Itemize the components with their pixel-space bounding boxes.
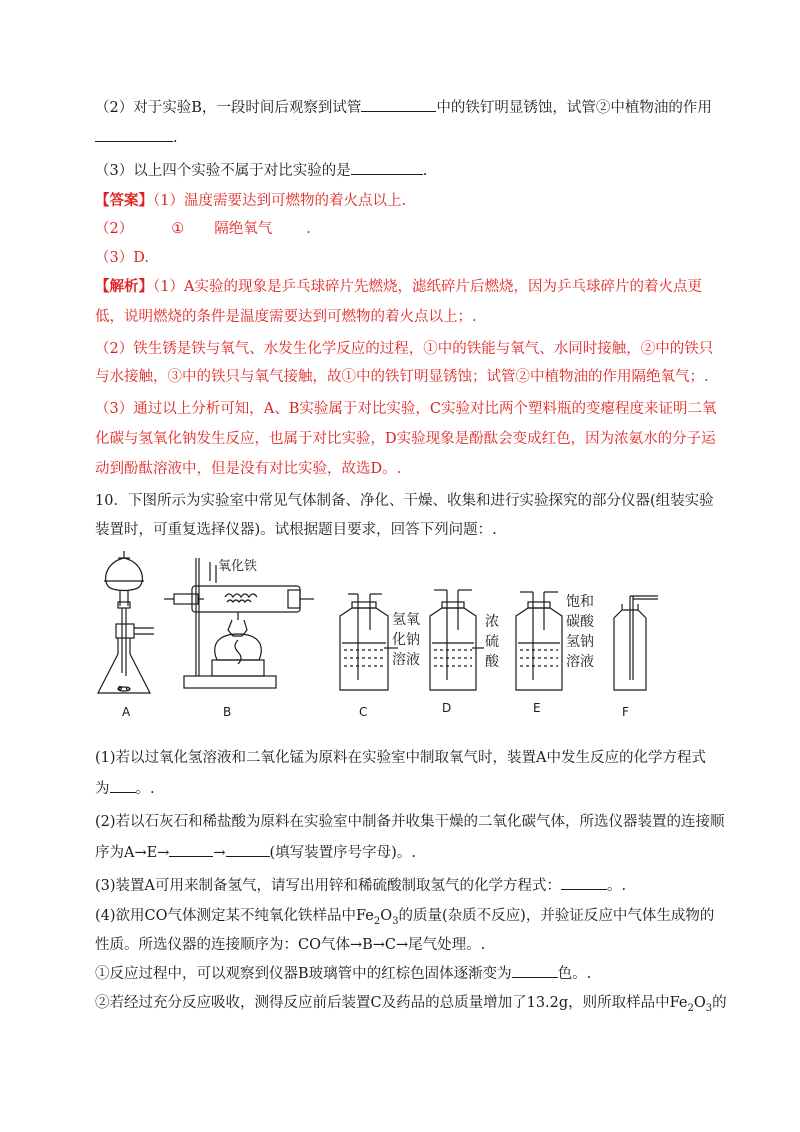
answer-blank [361,97,436,112]
subquestion-2-line-2 [95,842,715,863]
analysis-text-3: （2）铁生锈是铁与氧气、水发生化学反应的过程，①中的铁能与氧气、水同时接触，②中的铁只 [95,341,714,357]
answer-line-1 [95,191,715,211]
subscript: 3 [705,1002,713,1014]
analysis-text-4: 与水接触，③中的铁只与氧气接触，故①中的铁钉明显锈蚀；试管②中植物油的作用隔绝氧气；. [95,369,709,385]
e-solution-line-1: 饱和 [566,594,594,610]
analysis-line-1 [95,277,715,297]
sq4-text-4: 性质。所选仪器的连接顺序为：CO气体→B→C→尾气处理。. [95,937,486,953]
label-c: C [359,705,368,719]
apparatus-e [516,592,562,690]
apparatus-a [98,551,154,693]
sq1-text-2: 为 [95,781,110,797]
apparatus-f [614,596,658,690]
subquestion-4-line-1 [95,906,715,932]
answer-3: （3）D. [95,250,149,266]
sq1-text-1: (1)若以过氧化氢溶液和二氧化锰为原料在实验室中制取氧气时，装置A中发生反应的化学方程式 [95,750,707,766]
e-solution-line-2: 碳酸 [566,614,594,630]
c-solution-line-2: 化钠 [392,632,420,648]
analysis-line-3 [95,339,715,359]
answer-blank [351,160,423,175]
subquestion-4-line-4 [95,993,727,1019]
label-b: B [223,705,232,719]
answer-blank [95,127,173,142]
analysis-line-6 [95,429,715,449]
c-solution-line-3: 溶液 [392,652,420,668]
answer-tag: 【答案】 [95,192,153,209]
answer-2-value-2: 隔绝氧气 [214,221,273,237]
subscript: 2 [373,915,381,927]
apparatus-figure [92,548,712,723]
answer-blank [226,842,270,857]
d-solution-line-1: 浓 [485,614,499,630]
analysis-text-6: 化碳与氢氧化钠发生反应，也属于对比实验，D实验现象是酚酞会变成红色，因为浓氨水的分子运 [95,431,716,447]
question-2-line-2 [95,127,715,148]
answer-2-value-1: ① [171,221,185,237]
question-10-line-1 [95,491,715,511]
answer-blank [561,875,607,890]
e-solution-line-3: 氢钠 [566,634,594,650]
apparatus-c [340,594,398,690]
apparatus-d [430,590,484,690]
subquestion-2-line-1 [95,812,725,832]
question-3-line [95,160,715,181]
analysis-line-2 [95,307,715,327]
q10-text-2: 装置时，可重复选择仪器)。试根据题目要求，回答下列问题：. [95,522,497,538]
apparatus-drawing [92,548,712,723]
sq2-text-1: (2)若以石灰石和稀盐酸为原料在实验室中制备并收集干燥的二氧化碳气体，所选仪器装置的连接顺 [95,814,725,830]
label-d: D [442,701,452,715]
q2-text-1: （2）对于实验B，一段时间后观察到试管 [95,100,362,116]
sq4-text-7: ②若经过充分反应吸收，测得反应前后装置C及药品的总质量增加了13.2g，则所取样品中Fe [95,995,688,1011]
analysis-line-5 [95,399,715,419]
answer-blank [169,842,213,857]
question-2-line-1 [95,97,715,118]
subquestion-4-line-2 [95,935,715,955]
e-solution-line-4: 溶液 [566,654,594,670]
subquestion-1-line-2 [95,778,715,799]
subscript: 2 [687,1002,694,1014]
q2-text-3: . [173,130,178,146]
subquestion-3-line [95,875,715,896]
analysis-line-7 [95,459,715,479]
answer-blank [110,778,136,793]
sq4-text-2: O [380,908,393,924]
q10-text-1: 10．下图所示为实验室中常见气体制备、净化、干燥、收集和进行实验探究的部分仪器(组装实验 [95,493,714,509]
sq4-text-6: 色。. [557,966,592,982]
answer-line-3 [95,248,715,268]
analysis-text-5: （3）通过以上分析可知，A、B实验属于对比实验，C实验对比两个塑料瓶的变瘪程度来证明二氧 [95,401,717,417]
sq4-text-3: 的质量(杂质不反应)，并验证反应中气体生成物的 [398,908,715,924]
sq2-text-3: (填写装置序号字母)。. [269,845,416,861]
sq4-text-9: 的 [712,995,727,1011]
q3-text-2: . [422,163,428,179]
analysis-line-4 [95,367,715,387]
answer-2-label: （2） [95,221,134,237]
apparatus-b [164,558,314,688]
iron-oxide-label: 氧化铁 [218,559,258,574]
analysis-text-2: 低，说明燃烧的条件是温度需要达到可燃物的着火点以上；. [95,309,477,325]
label-a: A [122,705,131,719]
sq1-text-3: 。. [135,781,155,797]
subscript: 3 [392,915,399,927]
sq2-text-2: 序为A→E→ [95,845,170,861]
sq2-arrow: → [213,845,226,861]
question-10-line-2 [95,520,715,540]
analysis-tag: 【解析】 [95,278,153,295]
answer-line-2 [95,219,715,239]
answer-2-end: . [306,221,311,237]
subquestion-4-line-3 [95,963,715,984]
label-e: E [533,701,541,715]
d-solution-line-2: 硫 [485,634,499,650]
analysis-text-7: 动到酚酞溶液中，但是没有对比实验，故选D。. [95,461,402,477]
sq3-text-2: 。. [607,878,627,894]
q3-text-1: （3）以上四个实验不属于对比实验的是 [95,163,351,179]
analysis-text-1: （1）A实验的现象是乒乓球碎片先燃烧，滤纸碎片后燃烧，因为乒乓球碎片的着火点更 [153,279,702,295]
sq4-text-5: ①反应过程中，可以观察到仪器B玻璃管中的红棕色固体逐渐变为 [95,966,512,982]
answer-1: （1）温度需要达到可燃物的着火点以上. [153,193,407,209]
label-f: F [622,705,629,719]
subquestion-1-line-1 [95,748,715,768]
sq4-text-1: (4)欲用CO气体测定某不纯氧化铁样品中Fe [95,908,374,924]
sq3-text-1: (3)装置A可用来制备氢气，请写出用锌和稀硫酸制取氢气的化学方程式： [95,878,562,894]
answer-blank [512,963,558,978]
sq4-text-8: O [693,995,706,1011]
c-solution-line-1: 氢氧 [392,612,420,628]
d-solution-line-3: 酸 [485,654,499,670]
q2-text-2: 中的铁钉明显锈蚀，试管②中植物油的作用 [436,100,712,116]
